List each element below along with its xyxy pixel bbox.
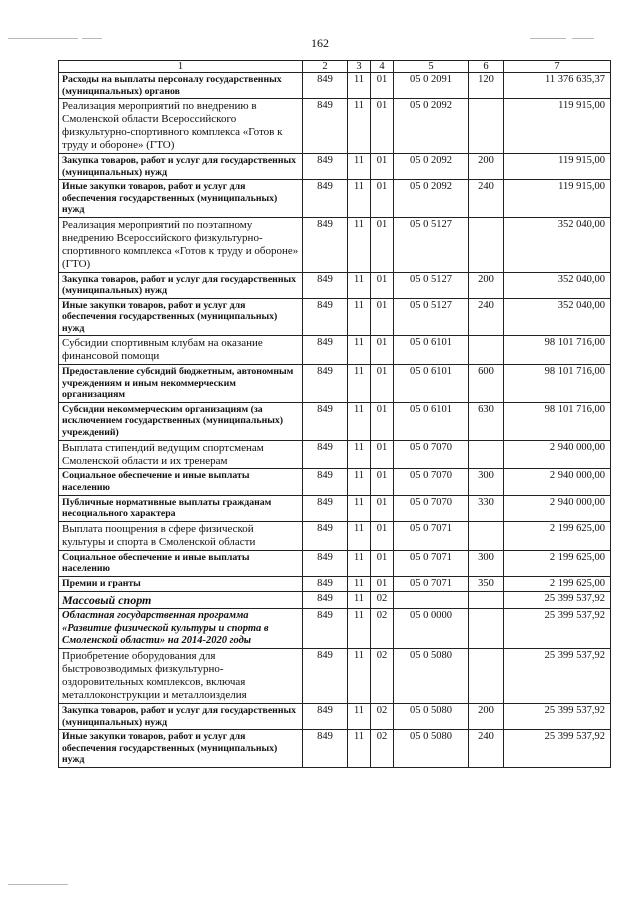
- budget-table-body: [59, 61, 611, 768]
- target-article-cell: 05 0 2092: [394, 180, 469, 218]
- admin-code-cell: 849: [303, 272, 348, 298]
- row-name-cell: Реализация мероприятий по внедрению в Смоленской области Всероссийского физкультурно-спортивного комплекса «Готов к труду и обороне» (ГТО): [59, 99, 303, 154]
- expense-type-cell: 200: [469, 272, 504, 298]
- row-name-cell: Иные закупки товаров, работ и услуг для обеспечения государственных (муниципальных) нужд: [59, 180, 303, 218]
- column-header: 1: [59, 61, 303, 73]
- target-article-cell: 05 0 5127: [394, 298, 469, 336]
- target-article-cell: 05 0 6101: [394, 402, 469, 440]
- table-row: [59, 592, 611, 609]
- target-article-cell: 05 0 2091: [394, 73, 469, 99]
- column-header: 4: [371, 61, 394, 73]
- expense-type-cell: 300: [469, 469, 504, 495]
- target-article-cell: 05 0 0000: [394, 609, 469, 649]
- page-number: 162: [311, 36, 329, 50]
- scan-artifact-line: [8, 884, 68, 885]
- admin-code-cell: 849: [303, 402, 348, 440]
- section-code-cell: 11: [348, 440, 371, 469]
- amount-cell: 25 399 537,92: [504, 609, 611, 649]
- admin-code-cell: 849: [303, 298, 348, 336]
- row-name-cell: Предоставление субсидий бюджетным, автономным учреждениям и иным некоммерческим организациям: [59, 365, 303, 403]
- target-article-cell: 05 0 6101: [394, 336, 469, 365]
- target-article-cell: 05 0 5127: [394, 272, 469, 298]
- subsection-code-cell: 01: [371, 272, 394, 298]
- amount-cell: 98 101 716,00: [504, 402, 611, 440]
- section-code-cell: 11: [348, 217, 371, 272]
- row-name-cell: Иные закупки товаров, работ и услуг для обеспечения государственных (муниципальных) нужд: [59, 298, 303, 336]
- expense-type-cell: [469, 99, 504, 154]
- target-article-cell: 05 0 5080: [394, 649, 469, 704]
- subsection-code-cell: 01: [371, 336, 394, 365]
- table-row: [59, 336, 611, 365]
- amount-cell: 2 199 625,00: [504, 550, 611, 576]
- section-code-cell: 11: [348, 495, 371, 521]
- row-name-cell: Массовый спорт: [59, 592, 303, 609]
- table-row: [59, 440, 611, 469]
- table-row: [59, 576, 611, 591]
- target-article-cell: 05 0 5080: [394, 704, 469, 730]
- admin-code-cell: 849: [303, 649, 348, 704]
- target-article-cell: 05 0 7070: [394, 440, 469, 469]
- expense-type-cell: 240: [469, 730, 504, 768]
- section-code-cell: 11: [348, 336, 371, 365]
- expense-type-cell: 330: [469, 495, 504, 521]
- table-row: [59, 298, 611, 336]
- section-code-cell: 11: [348, 649, 371, 704]
- table-row: [59, 521, 611, 550]
- table-row: [59, 180, 611, 218]
- amount-cell: 25 399 537,92: [504, 704, 611, 730]
- table-row: [59, 217, 611, 272]
- amount-cell: 2 940 000,00: [504, 495, 611, 521]
- expense-type-cell: [469, 521, 504, 550]
- admin-code-cell: 849: [303, 730, 348, 768]
- target-article-cell: 05 0 2092: [394, 153, 469, 179]
- subsection-code-cell: 01: [371, 180, 394, 218]
- admin-code-cell: 849: [303, 73, 348, 99]
- column-header: 3: [348, 61, 371, 73]
- amount-cell: 25 399 537,92: [504, 649, 611, 704]
- subsection-code-cell: 01: [371, 469, 394, 495]
- subsection-code-cell: 01: [371, 576, 394, 591]
- target-article-cell: 05 0 7071: [394, 550, 469, 576]
- section-code-cell: 11: [348, 99, 371, 154]
- row-name-cell: Публичные нормативные выплаты гражданам несоциального характера: [59, 495, 303, 521]
- expense-type-cell: 200: [469, 153, 504, 179]
- admin-code-cell: 849: [303, 495, 348, 521]
- admin-code-cell: 849: [303, 704, 348, 730]
- target-article-cell: 05 0 7070: [394, 495, 469, 521]
- subsection-code-cell: 01: [371, 298, 394, 336]
- row-name-cell: Социальное обеспечение и иные выплаты населению: [59, 469, 303, 495]
- section-code-cell: 11: [348, 576, 371, 591]
- amount-cell: 119 915,00: [504, 180, 611, 218]
- subsection-code-cell: 01: [371, 217, 394, 272]
- section-code-cell: 11: [348, 180, 371, 218]
- column-header: 6: [469, 61, 504, 73]
- section-code-cell: 11: [348, 469, 371, 495]
- expense-type-cell: 240: [469, 180, 504, 218]
- subsection-code-cell: 01: [371, 402, 394, 440]
- subsection-code-cell: 01: [371, 365, 394, 403]
- row-name-cell: Закупка товаров, работ и услуг для государственных (муниципальных) нужд: [59, 153, 303, 179]
- subsection-code-cell: 02: [371, 609, 394, 649]
- table-row: [59, 495, 611, 521]
- admin-code-cell: 849: [303, 180, 348, 218]
- subsection-code-cell: 01: [371, 550, 394, 576]
- column-header: 5: [394, 61, 469, 73]
- amount-cell: 2 940 000,00: [504, 440, 611, 469]
- table-row: [59, 365, 611, 403]
- row-name-cell: Расходы на выплаты персоналу государственных (муниципальных) органов: [59, 73, 303, 99]
- amount-cell: 352 040,00: [504, 298, 611, 336]
- subsection-code-cell: 02: [371, 649, 394, 704]
- expense-type-cell: 630: [469, 402, 504, 440]
- target-article-cell: 05 0 2092: [394, 99, 469, 154]
- admin-code-cell: 849: [303, 365, 348, 403]
- expense-type-cell: 350: [469, 576, 504, 591]
- subsection-code-cell: 01: [371, 73, 394, 99]
- amount-cell: 119 915,00: [504, 99, 611, 154]
- table-row: [59, 99, 611, 154]
- admin-code-cell: 849: [303, 592, 348, 609]
- expense-type-cell: [469, 649, 504, 704]
- section-code-cell: 11: [348, 730, 371, 768]
- row-name-cell: Социальное обеспечение и иные выплаты населению: [59, 550, 303, 576]
- amount-cell: 2 940 000,00: [504, 469, 611, 495]
- target-article-cell: 05 0 5080: [394, 730, 469, 768]
- row-name-cell: Реализация мероприятий по поэтапному внедрению Всероссийского физкультурно-спортивного комплекса «Готов к труду и обороне» (ГТО): [59, 217, 303, 272]
- expense-type-cell: 300: [469, 550, 504, 576]
- row-name-cell: Закупка товаров, работ и услуг для государственных (муниципальных) нужд: [59, 704, 303, 730]
- section-code-cell: 11: [348, 550, 371, 576]
- subsection-code-cell: 01: [371, 153, 394, 179]
- section-code-cell: 11: [348, 521, 371, 550]
- table-row: [59, 704, 611, 730]
- expense-type-cell: [469, 217, 504, 272]
- amount-cell: 98 101 716,00: [504, 336, 611, 365]
- table-row: [59, 649, 611, 704]
- column-header: 7: [504, 61, 611, 73]
- subsection-code-cell: 02: [371, 592, 394, 609]
- admin-code-cell: 849: [303, 336, 348, 365]
- amount-cell: 11 376 635,37: [504, 73, 611, 99]
- expense-type-cell: 200: [469, 704, 504, 730]
- row-name-cell: Премии и гранты: [59, 576, 303, 591]
- target-article-cell: 05 0 5127: [394, 217, 469, 272]
- section-code-cell: 11: [348, 609, 371, 649]
- row-name-cell: Субсидии некоммерческим организациям (за исключением государственных (муниципальных) учреждений): [59, 402, 303, 440]
- row-name-cell: Областная государственная программа «Развитие физической культуры и спорта в Смоленской области» на 2014-2020 годы: [59, 609, 303, 649]
- admin-code-cell: 849: [303, 469, 348, 495]
- subsection-code-cell: 01: [371, 440, 394, 469]
- expense-type-cell: [469, 336, 504, 365]
- expense-type-cell: [469, 609, 504, 649]
- table-row: [59, 730, 611, 768]
- section-code-cell: 11: [348, 402, 371, 440]
- admin-code-cell: 849: [303, 217, 348, 272]
- target-article-cell: 05 0 6101: [394, 365, 469, 403]
- amount-cell: 25 399 537,92: [504, 592, 611, 609]
- table-row: [59, 73, 611, 99]
- admin-code-cell: 849: [303, 609, 348, 649]
- admin-code-cell: 849: [303, 576, 348, 591]
- expense-type-cell: 600: [469, 365, 504, 403]
- subsection-code-cell: 01: [371, 495, 394, 521]
- table-row: [59, 469, 611, 495]
- target-article-cell: [394, 592, 469, 609]
- amount-cell: 352 040,00: [504, 217, 611, 272]
- row-name-cell: Субсидии спортивным клубам на оказание финансовой помощи: [59, 336, 303, 365]
- target-article-cell: 05 0 7071: [394, 521, 469, 550]
- amount-cell: 98 101 716,00: [504, 365, 611, 403]
- row-name-cell: Выплата поощрения в сфере физической культуры и спорта в Смоленской области: [59, 521, 303, 550]
- row-name-cell: Приобретение оборудования для быстровозводимых физкультурно-оздоровительных комплексов, включая металлоконструкции и металлоизделия: [59, 649, 303, 704]
- expense-type-cell: 240: [469, 298, 504, 336]
- subsection-code-cell: 01: [371, 99, 394, 154]
- row-name-cell: Выплата стипендий ведущим спортсменам Смоленской области и их тренерам: [59, 440, 303, 469]
- admin-code-cell: 849: [303, 521, 348, 550]
- section-code-cell: 11: [348, 272, 371, 298]
- section-code-cell: 11: [348, 592, 371, 609]
- table-row: [59, 153, 611, 179]
- table-row: [59, 272, 611, 298]
- table-row: [59, 402, 611, 440]
- admin-code-cell: 849: [303, 153, 348, 179]
- amount-cell: 119 915,00: [504, 153, 611, 179]
- expense-type-cell: [469, 440, 504, 469]
- table-row: [59, 609, 611, 649]
- admin-code-cell: 849: [303, 99, 348, 154]
- table-header-row: [59, 61, 611, 73]
- expense-type-cell: 120: [469, 73, 504, 99]
- section-code-cell: 11: [348, 704, 371, 730]
- section-code-cell: 11: [348, 298, 371, 336]
- amount-cell: 2 199 625,00: [504, 576, 611, 591]
- section-code-cell: 11: [348, 365, 371, 403]
- subsection-code-cell: 02: [371, 730, 394, 768]
- subsection-code-cell: 02: [371, 704, 394, 730]
- budget-table: [58, 60, 611, 768]
- admin-code-cell: 849: [303, 440, 348, 469]
- amount-cell: 25 399 537,92: [504, 730, 611, 768]
- section-code-cell: 11: [348, 153, 371, 179]
- column-header: 2: [303, 61, 348, 73]
- table-row: [59, 550, 611, 576]
- section-code-cell: 11: [348, 73, 371, 99]
- row-name-cell: Иные закупки товаров, работ и услуг для обеспечения государственных (муниципальных) нужд: [59, 730, 303, 768]
- amount-cell: 352 040,00: [504, 272, 611, 298]
- amount-cell: 2 199 625,00: [504, 521, 611, 550]
- target-article-cell: 05 0 7071: [394, 576, 469, 591]
- expense-type-cell: [469, 592, 504, 609]
- row-name-cell: Закупка товаров, работ и услуг для государственных (муниципальных) нужд: [59, 272, 303, 298]
- target-article-cell: 05 0 7070: [394, 469, 469, 495]
- subsection-code-cell: 01: [371, 521, 394, 550]
- admin-code-cell: 849: [303, 550, 348, 576]
